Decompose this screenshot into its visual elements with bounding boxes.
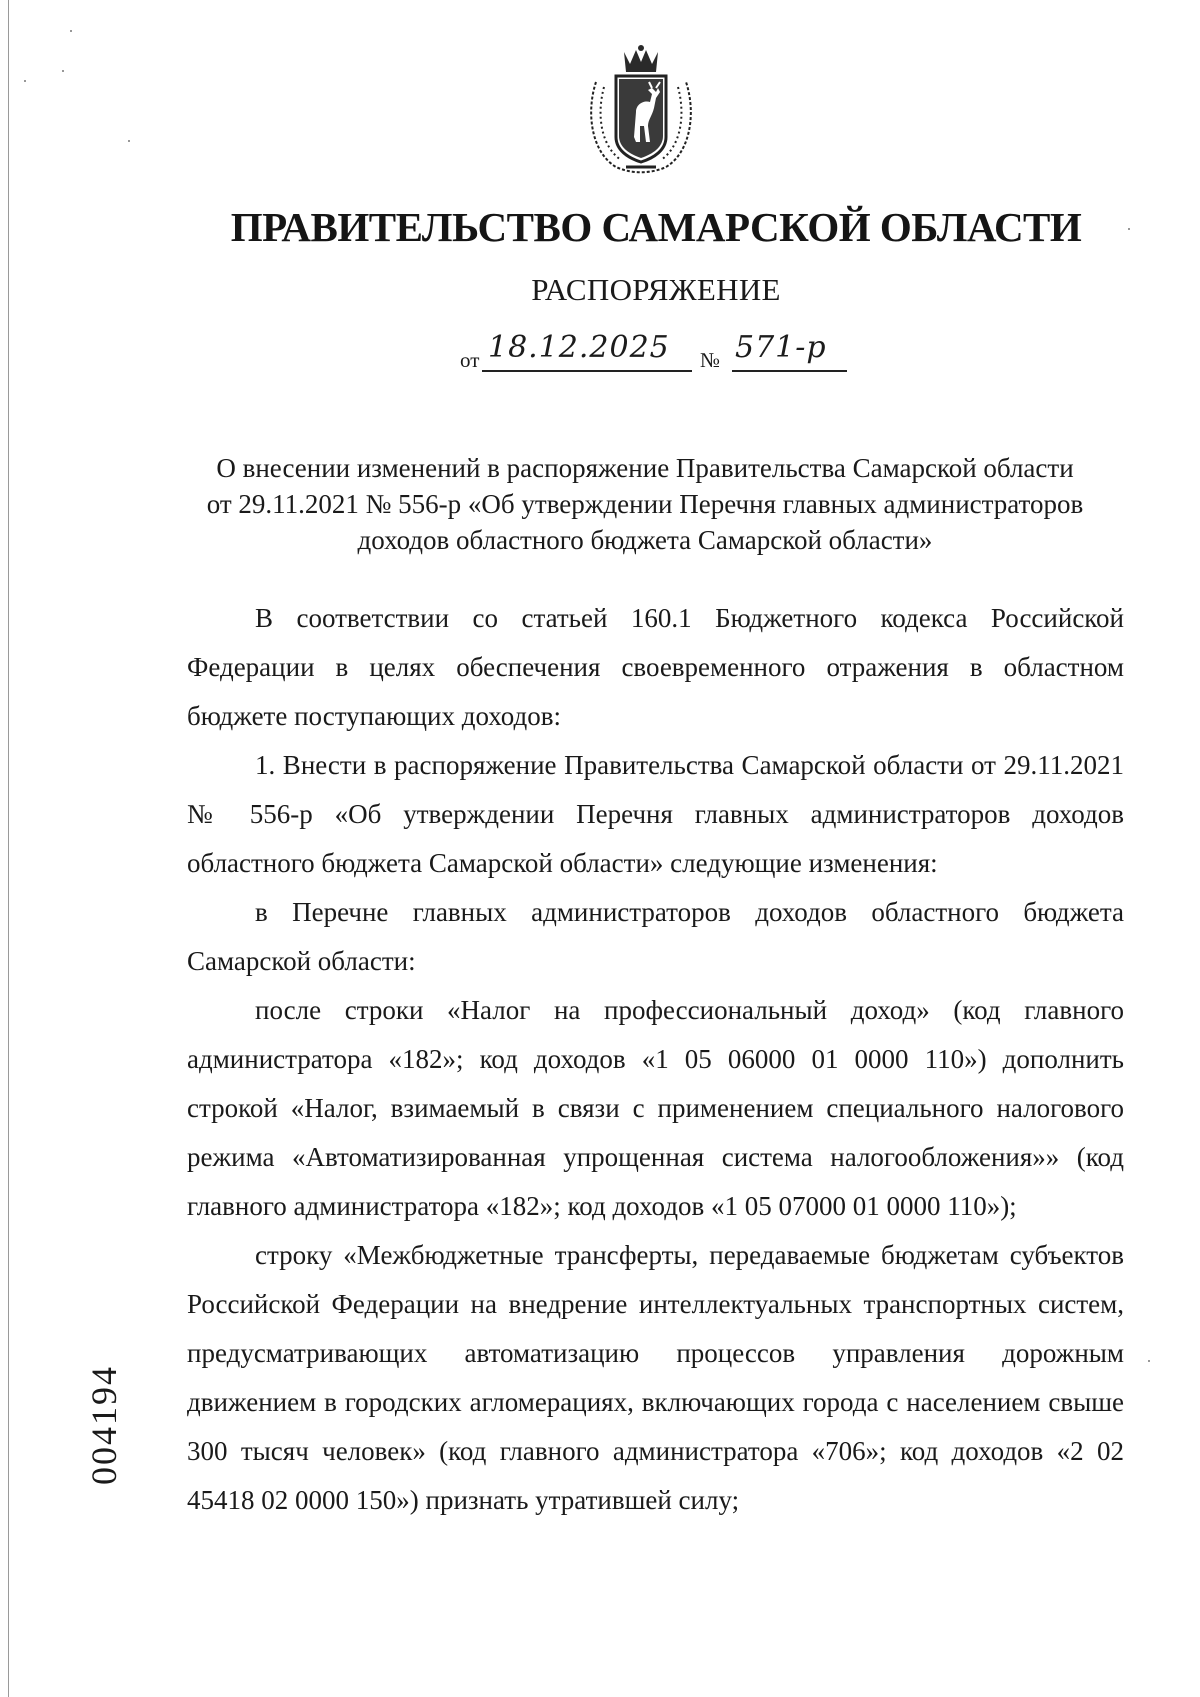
title-line: О внесении изменений в распоряжение Правительства Самарской области [216,453,1074,483]
number-underline [732,370,847,372]
document-body [187,594,1124,1525]
coat-of-arms-emblem [586,42,696,177]
scan-speck [62,70,64,72]
handwritten-date: 18.12.2025 [488,330,670,365]
number-label: № [700,348,721,372]
date-label: от [460,348,480,372]
title-line: доходов областного бюджета Самарской области» [357,525,933,555]
page-edge-line [8,0,9,1697]
scan-speck [1148,1360,1150,1362]
scan-speck [128,140,130,142]
handwritten-number: 571-р [735,330,827,365]
paragraph-item-1: 1. Внести в распоряжение Правительства Самарской области от 29.11.2021 № 556-р «Об утверждении Перечня главных администраторов доходов областного бюджета Самарской области» следующие изменения: [187,750,1124,878]
document-type: РАСПОРЯЖЕНИЕ [531,272,781,307]
date-number-line [460,330,860,374]
title-line: от 29.11.2021 № 556-р «Об утверждении Перечня главных администраторов [206,489,1084,519]
date-underline [482,370,692,372]
registration-number: 004194 [84,1365,124,1485]
paragraph-repeal: строку «Межбюджетные трансферты, передаваемые бюджетам субъектов Российской Федерации на внедрение интеллектуальных транспортных систем, предусматривающих автоматизацию процессов управления дорожным движением в городских агломерациях, включающих города с населением свыше 300 тысяч человек» (код главного администратора «706»; код доходов «2 02 45418 02 0000 150») признать утратившей силу; [187,1240,1124,1515]
paragraph-addition: после строки «Налог на профессиональный доход» (код главного администратора «182»; код доходов «1 05 06000 01 0000 110») дополнить строкой «Налог, взимаемый в связи с применением специального налогового режима «Автоматизированная упрощенная система налогообложения»» (код главного администратора «182»; код доходов «1 05 07000 01 0000 110»); [187,995,1124,1221]
scan-speck [24,80,26,82]
paragraph-preamble: В соответствии со статьей 160.1 Бюджетного кодекса Российской Федерации в целях обеспечения своевременного отражения в областном бюджете поступающих доходов: [187,603,1124,731]
scan-speck [70,30,72,32]
document-title [170,450,1120,558]
organization-title: ПРАВИТЕЛЬСТВО САМАРСКОЙ ОБЛАСТИ [230,204,1082,250]
paragraph-list-intro: в Перечне главных администраторов доходов областного бюджета Самарской области: [187,897,1124,976]
